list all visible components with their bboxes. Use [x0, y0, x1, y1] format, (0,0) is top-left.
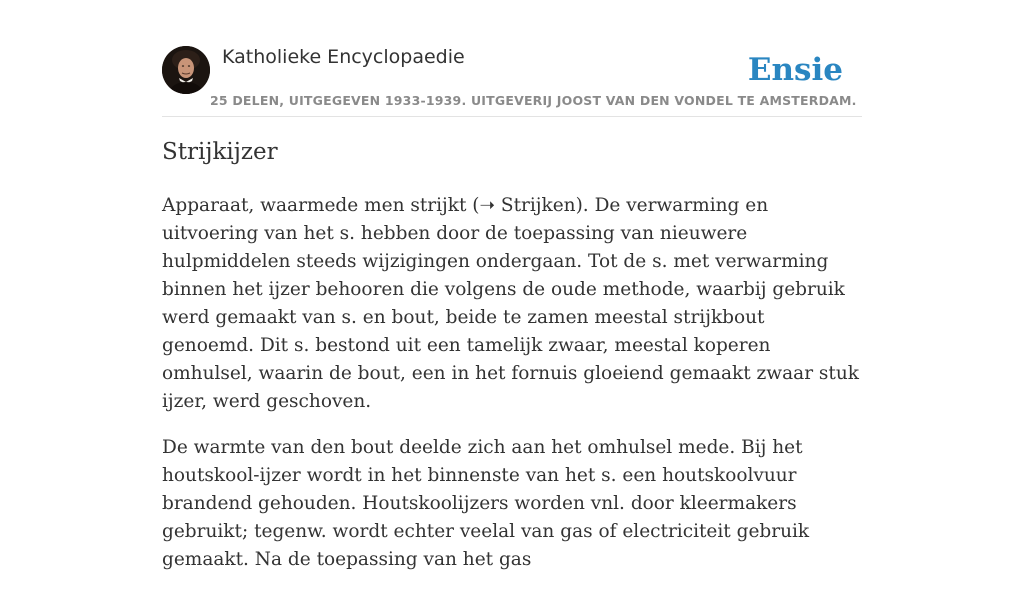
paragraph-1-text-start: Apparaat, waarmede men strijkt ( [162, 195, 480, 216]
site-header [162, 44, 862, 117]
reference-link-strijken[interactable]: ➝ Strijken [479, 195, 576, 216]
paragraph-1 [162, 192, 862, 416]
source-subtitle: 25 DELEN, UITGEGEVEN 1933-1939. UITGEVERIJ JOOST VAN DEN VONDEL TE AMSTERDAM. [210, 93, 857, 108]
paragraph-1-text-rest: ). De verwarming en uitvoering van het s. hebben door de toepassing van nieuwere hulpmiddelen steeds wijzigingen ondergaan. Tot de s. met verwarming binnen het ijzer behooren die volgens de oude methode, waarbij gebruik werd gemaakt van s. en bout, beide te zamen meestal strijkbout genoemd. Dit s. bestond uit een tamelijk zwaar, meestal koperen omhulsel, waarin de bout, een in het fornuis gloeiend gemaakt zwaar stuk ijzer, werd geschoven. [162, 195, 859, 412]
source-title[interactable]: Katholieke Encyclopaedie [222, 46, 465, 68]
article-body [162, 192, 862, 592]
portrait-avatar-icon [162, 46, 210, 94]
paragraph-2: De warmte van den bout deelde zich aan het omhulsel mede. Bij het houtskool-ijzer wordt in het binnenste van het s. een houtskoolvuur brandend gehouden. Houtskoolijzers worden vnl. door kleermakers gebruikt; tegenw. wordt echter veelal van gas of electriciteit gebruik gemaakt. Na de toepassing van het gas [162, 437, 810, 570]
ensie-logo[interactable]: Ensie [747, 52, 843, 88]
article-title: Strijkijzer [162, 139, 278, 165]
avatar[interactable] [162, 46, 210, 94]
